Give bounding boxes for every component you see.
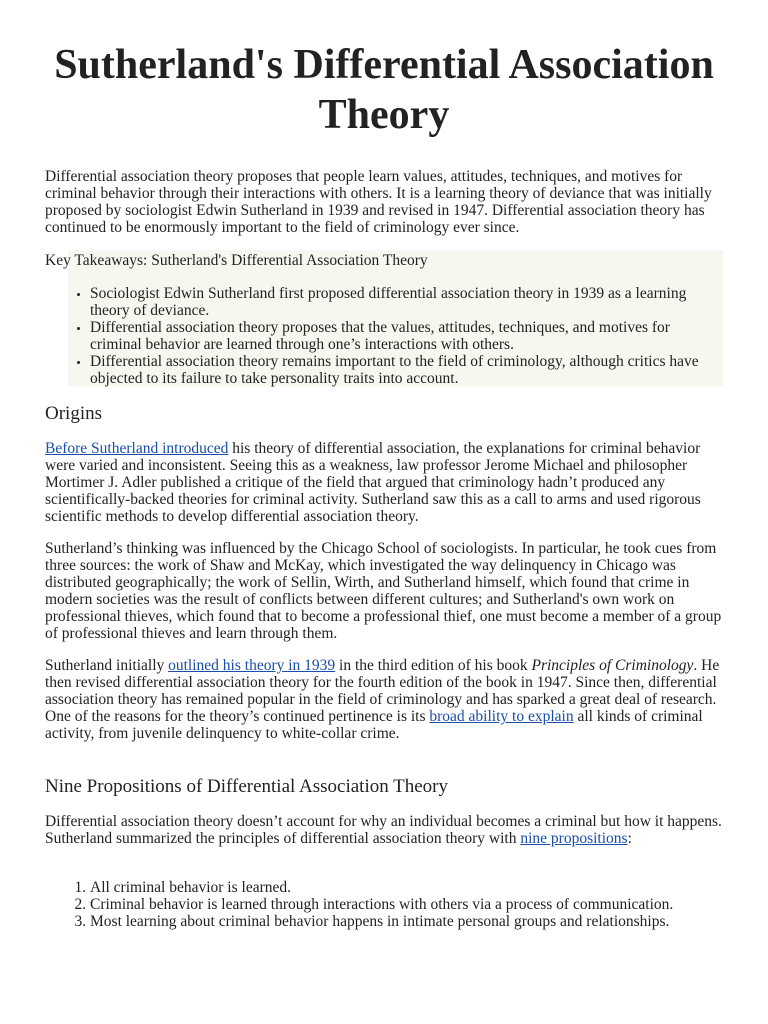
nine-propositions-text: Differential association theory doesn’t account for why an individual becomes a criminal but how it happens. Sutherland summarized the principles of differential association theory with	[45, 813, 722, 847]
nine-propositions-heading: Nine Propositions of Differential Association Theory	[45, 776, 448, 797]
origins-p3-text-1: Sutherland initially	[45, 657, 169, 674]
intro-paragraph: Differential association theory proposes that people learn values, attitudes, techniques, and motives for criminal behavior through their interactions with others. It is a learning theory of deviance that was initially proposed by sociologist Edwin Sutherland in 1939 and revised in 1947. Differential association theory has continued to be enormously important to the field of criminology ever since.	[45, 168, 712, 236]
origins-paragraph-1-text: his theory of differential association, the explanations for criminal behavior were varied and inconsistent. Seeing this as a weakness, law professor Jerome Michael and philosopher Mortimer J. Adler published a critique of the field that argued that criminology hadn’t produced any scientifically-backed theories for criminal activity. Sutherland saw this as a call to arms and used rigorous scientific methods to develop differential association theory.	[45, 440, 701, 525]
origins-p3-text-2: in the third edition of his book	[335, 657, 532, 674]
nine-propositions-colon: :	[627, 830, 632, 847]
key-takeaway-item: • Differential association theory proposes that the values, attitudes, techniques, and motives for criminal behavior are learned through one’s interactions with others.	[90, 319, 725, 353]
propositions-list	[45, 879, 725, 930]
key-takeaway-item: • Differential association theory remains important to the field of criminology, although critics have objected to its failure to take personality traits into account.	[90, 353, 725, 387]
key-takeaways-list	[45, 285, 725, 387]
origins-paragraph-1	[45, 440, 725, 525]
page-title: Sutherland's Differential Association Theory	[54, 42, 714, 138]
outlined-theory-link[interactable]: outlined his theory in 1939	[168, 657, 336, 674]
before-sutherland-link[interactable]: Before Sutherland introduced	[45, 440, 229, 457]
origins-p3-text-4: all kinds of criminal activity, from juvenile delinquency to white-collar crime.	[45, 708, 703, 742]
origins-paragraph-3	[45, 657, 725, 742]
proposition-item: 1. All criminal behavior is learned.	[90, 879, 725, 896]
proposition-item: 3. Most learning about criminal behavior happens in intimate personal groups and relationships.	[90, 913, 725, 930]
nine-propositions-paragraph	[45, 813, 725, 847]
nine-propositions-link[interactable]: nine propositions	[520, 830, 628, 847]
key-takeaway-item: • Sociologist Edwin Sutherland first proposed differential association theory in 1939 as a learning theory of deviance.	[90, 285, 725, 319]
proposition-item: 2. Criminal behavior is learned through interactions with others via a process of communication.	[90, 896, 725, 913]
origins-p3-text-3: . He then revised differential association theory for the fourth edition of the book in 1947. Since then, differential association theory has remained popular in the field of criminology and has sparked a great deal of research. One of the reasons for the theory’s continued pertinence is its	[45, 657, 720, 725]
book-title: Principles of Criminology	[531, 657, 694, 674]
broad-ability-link[interactable]: broad ability to explain	[429, 708, 574, 725]
origins-heading: Origins	[45, 403, 102, 424]
key-takeaways-title: Key Takeaways: Sutherland's Differential Association Theory	[45, 252, 428, 269]
origins-paragraph-2: Sutherland’s thinking was influenced by the Chicago School of sociologists. In particular, he took cues from three sources: the work of Shaw and McKay, which investigated the way delinquency in Chicago was distributed geographically; the work of Sellin, Wirth, and Sutherland himself, which found that crime in modern societies was the result of conflicts between different cultures; and Sutherland's own work on professional thieves, which found that to become a professional thief, one must become a member of a group of professional thieves and learn through them.	[45, 540, 722, 642]
